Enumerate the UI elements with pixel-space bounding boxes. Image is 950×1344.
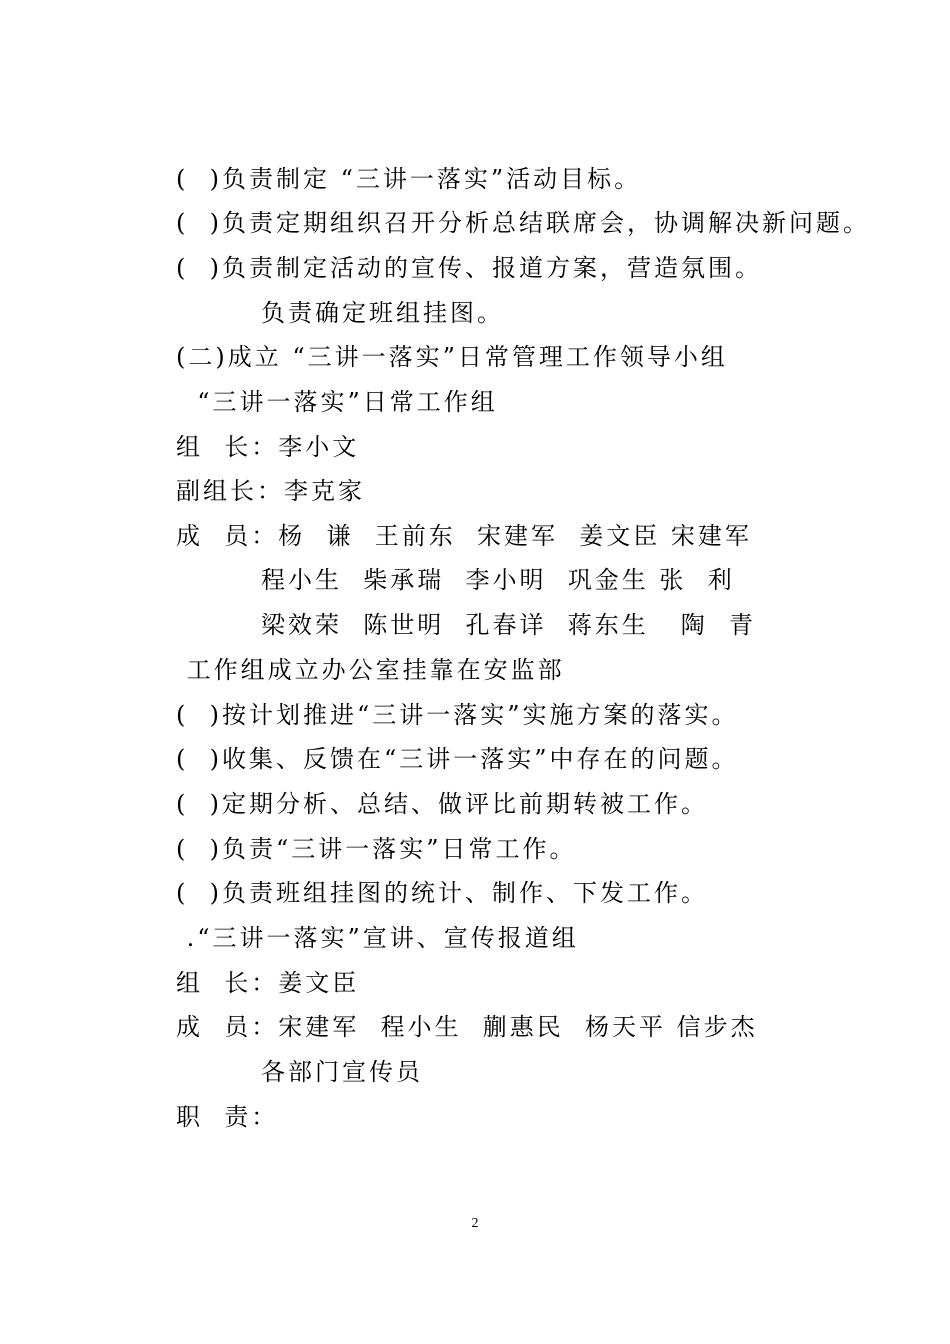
leader-line: 组 长：李小文 [176, 433, 360, 461]
subsection-heading-daily-group: “三讲一落实”日常工作组 [176, 388, 498, 416]
responsibilities-label: 职 责： [176, 1103, 279, 1131]
publicity-leader-line: 组 长：姜文臣 [176, 969, 360, 997]
duty-line-4: ( )负责“三讲一落实”日常工作。 [176, 835, 577, 863]
deputy-leader-line: 副组长：李克家 [176, 477, 365, 505]
text-line-1: ( )负责制定 “三讲一落实”活动目标。 [176, 165, 642, 193]
office-note-line: 工作组成立办公室挂靠在安监部 [176, 656, 565, 684]
duty-line-1: ( )按计划推进“三讲一落实”实施方案的落实。 [176, 701, 739, 729]
publicity-members-line-2: 各部门宣传员 [176, 1058, 424, 1086]
duty-line-2: ( )收集、反馈在“三讲一落实”中存在的问题。 [176, 745, 739, 773]
duty-line-3: ( )定期分析、总结、做评比前期转被工作。 [176, 790, 708, 818]
publicity-members-line-1: 成 员：宋建军 程小生 蒯惠民 杨天平 信步杰 [176, 1013, 758, 1041]
duty-line-5: ( )负责班组挂图的统计、制作、下发工作。 [176, 879, 708, 907]
members-line-2: 程小生 柴承瑞 李小明 巩金生 张 利 [176, 566, 735, 594]
page-number: 2 [471, 1216, 479, 1231]
members-line-1: 成 员：杨 谦 王前东 宋建军 姜文臣 宋建军 [176, 522, 752, 550]
members-line-3: 梁效荣 陈世明 孔春详 蒋东生 陶 青 [176, 611, 756, 639]
text-line-4: 负责确定班组挂图。 [176, 299, 505, 327]
text-line-2: ( )负责定期组织召开分析总结联席会，协调解决新问题。 [176, 209, 870, 237]
section-heading-2: (二)成立 “三讲一落实”日常管理工作领导小组 [176, 343, 728, 371]
text-line-3: ( )负责制定活动的宣传、报道方案，营造氛围。 [176, 254, 762, 282]
subsection-heading-publicity-group: .“三讲一落实”宣讲、宣传报道组 [176, 924, 579, 952]
